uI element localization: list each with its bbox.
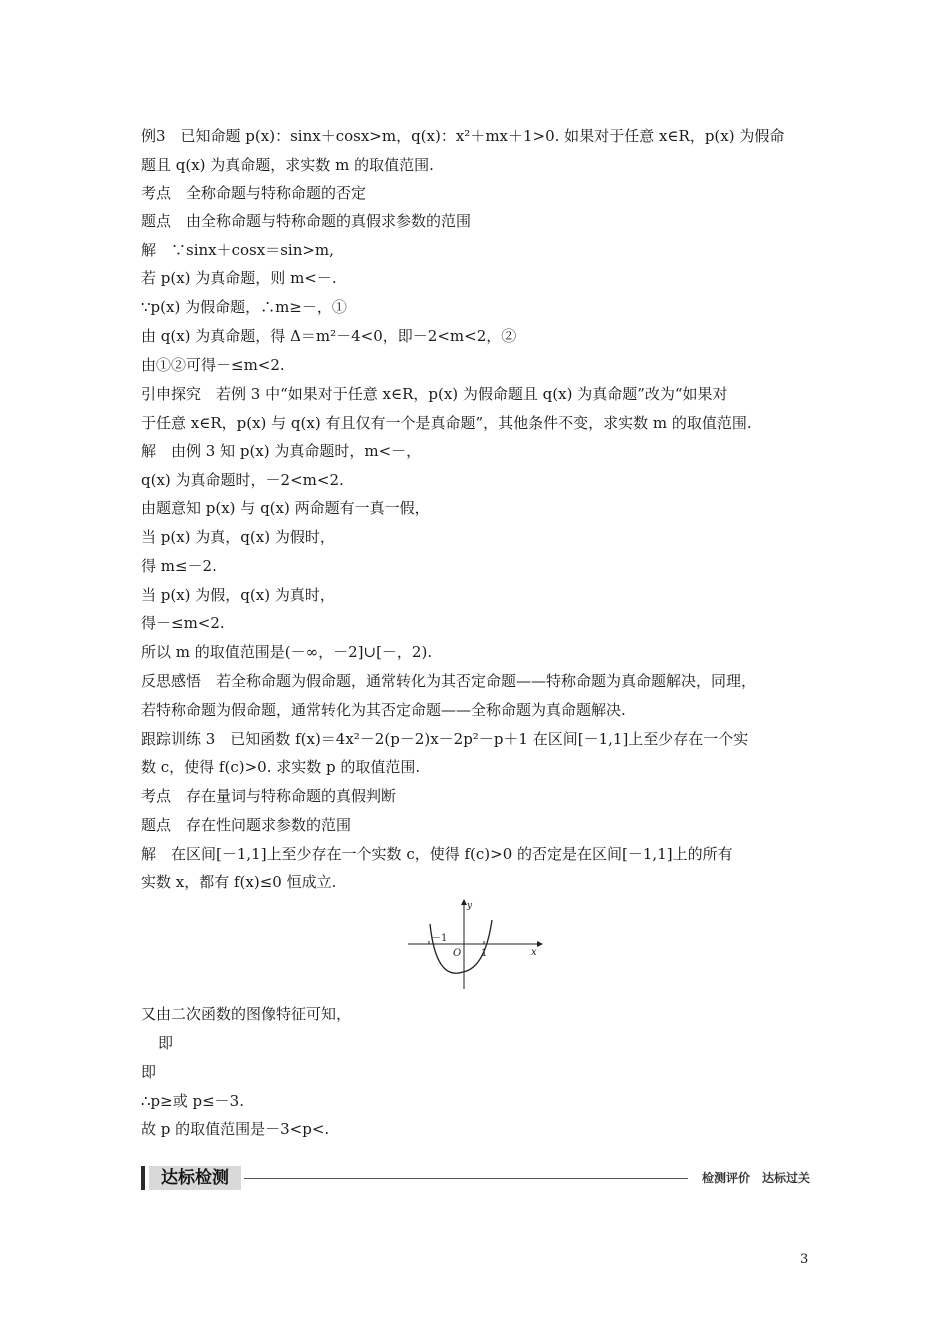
text-line: 由 q(x) 为真命题，得 Δ＝m²－4<0，即－2<m<2，② bbox=[141, 327, 517, 345]
x-axis-arrow bbox=[537, 941, 543, 947]
parabola-graph bbox=[405, 896, 550, 991]
text-line: 考点 全称命题与特称命题的否定 bbox=[141, 184, 367, 202]
section-title: 达标检测 bbox=[149, 1166, 241, 1190]
text-line: 考点 存在量词与特称命题的真假判断 bbox=[141, 787, 397, 805]
text-line: 当 p(x) 为假，q(x) 为真时， bbox=[141, 586, 335, 604]
origin-label: O bbox=[453, 948, 462, 959]
text-line: q(x) 为真命题时，－2<m<2. bbox=[141, 471, 344, 489]
text-line: 若 p(x) 为真命题，则 m<－. bbox=[141, 269, 337, 287]
section-marker bbox=[141, 1166, 145, 1190]
section-subtitle: 检测评价 达标过关 bbox=[701, 1171, 810, 1185]
text-line: 由题意知 p(x) 与 q(x) 两命题有一真一假， bbox=[141, 499, 430, 517]
text-line: 数 c，使得 f(c)>0. 求实数 p 的取值范围. bbox=[141, 758, 421, 776]
text-line: 跟踪训练 3 已知函数 f(x)＝4x²－2(p－2)x－2p²－p＋1 在区间[－1,1]上至少存在一个实 bbox=[141, 730, 749, 748]
text-line: 例3 已知命题 p(x)：sinx＋cosx>m，q(x)：x²＋mx＋1>0. 如果对于任意 x∈R，p(x) 为假命 bbox=[141, 127, 785, 145]
text-line: 反思感悟 若全称命题为假命题，通常转化为其否定命题——特称命题为真命题解决，同理， bbox=[141, 672, 757, 690]
text-line: 当 p(x) 为真，q(x) 为假时， bbox=[141, 528, 335, 546]
text-line: 题点 存在性问题求参数的范围 bbox=[141, 816, 352, 834]
neg-one-label: －1 bbox=[431, 933, 448, 944]
text-line: 实数 x，都有 f(x)≤0 恒成立. bbox=[141, 873, 337, 891]
text-line: 由①②可得－≤m<2. bbox=[141, 356, 285, 374]
text-line: 解 ∵sinx＋cosx＝sin>m, bbox=[141, 241, 334, 259]
text-line: 引申探究 若例 3 中“如果对于任意 x∈R，p(x) 为假命题且 q(x) 为真命题”改为“如果对 bbox=[141, 385, 728, 403]
text-line: 故 p 的取值范围是－3<p<. bbox=[141, 1120, 330, 1138]
x-axis-label: x bbox=[531, 947, 537, 958]
text-line: 若特称命题为假命题，通常转化为其否定命题——全称命题为真命题解决. bbox=[141, 701, 626, 719]
text-line: 即 bbox=[141, 1063, 157, 1081]
text-line: ∴p≥或 p≤－3. bbox=[141, 1092, 244, 1110]
text-line: 解 由例 3 知 p(x) 为真命题时，m<－， bbox=[141, 442, 422, 460]
text-line: 又由二次函数的图像特征可知， bbox=[141, 1005, 352, 1023]
text-line: 题且 q(x) 为真命题，求实数 m 的取值范围. bbox=[141, 156, 434, 174]
text-line: 得－≤m<2. bbox=[141, 614, 225, 632]
text-line: ∵p(x) 为假命题，∴m≥－，① bbox=[141, 298, 347, 316]
text-line: 所以 m 的取值范围是(－∞，－2]∪[－，2). bbox=[141, 643, 433, 661]
parabola-curve bbox=[430, 920, 492, 973]
one-label: 1 bbox=[481, 948, 488, 959]
section-header bbox=[141, 1163, 810, 1193]
text-line: 即 bbox=[158, 1034, 174, 1052]
text-line: 解 在区间[－1,1]上至少存在一个实数 c，使得 f(c)>0 的否定是在区间[－1,1]上的所有 bbox=[141, 845, 733, 863]
y-axis-label: y bbox=[467, 901, 473, 911]
section-divider bbox=[244, 1178, 688, 1179]
text-line: 于任意 x∈R，p(x) 与 q(x) 有且仅有一个是真命题”，其他条件不变，求实数 m 的取值范围. bbox=[141, 414, 752, 432]
page-number: 3 bbox=[800, 1252, 809, 1267]
text-line: 题点 由全称命题与特称命题的真假求参数的范围 bbox=[141, 212, 472, 230]
text-line: 得 m≤－2. bbox=[141, 557, 217, 575]
